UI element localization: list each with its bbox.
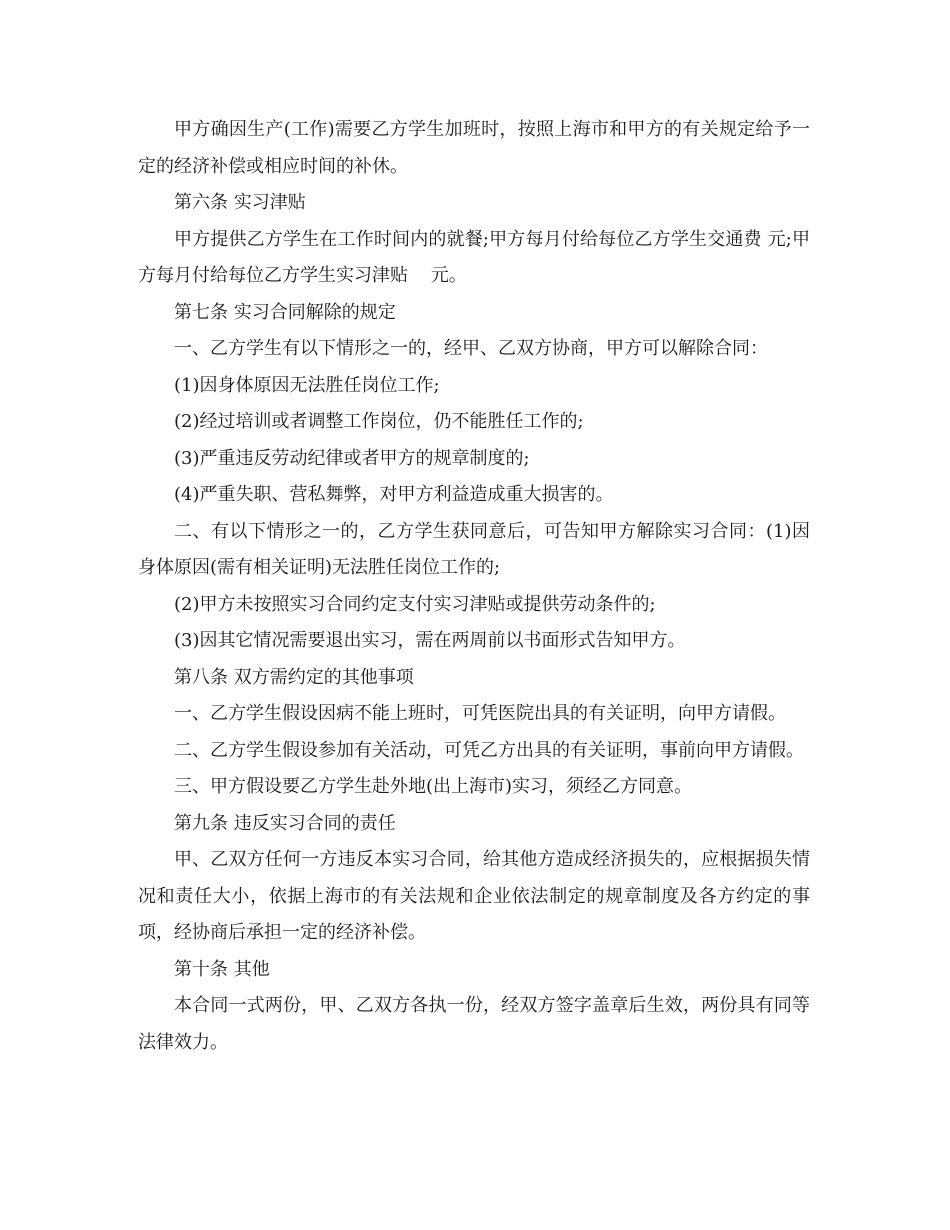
list-item: (1)因身体原因无法胜任岗位工作;: [174, 374, 440, 396]
paragraph-activity-leave: 二、乙方学生假设参加有关活动，可凭乙方出具的有关证明，事前向甲方请假。: [174, 739, 804, 761]
paragraph-sick-leave: 一、乙方学生假设因病不能上班时，可凭医院出具的有关证明，向甲方请假。: [174, 703, 786, 724]
document-body: [138, 112, 810, 1061]
article-6-heading: 第六条 实习津贴: [174, 192, 306, 213]
paragraph-overtime-compensation: 甲方确因生产(工作)需要乙方学生加班时，按照上海市和甲方的有关规定给予一定的经济补偿或相应时间的补休。: [138, 119, 810, 177]
article-8-heading: 第八条 双方需约定的其他事项: [174, 666, 414, 688]
list-item: (3)因其它情况需要退出实习，需在两周前以书面形式告知甲方。: [174, 630, 686, 651]
list-item: (3)严重违反劳动纪律或者甲方的规章制度的;: [174, 447, 530, 469]
list-item: (2)甲方未按照实习合同约定支付实习津贴或提供劳动条件的;: [174, 593, 656, 615]
list-item: (2)经过培训或者调整工作岗位，仍不能胜任工作的;: [174, 411, 584, 432]
article-9-heading: 第九条 违反实习合同的责任: [174, 812, 396, 834]
list-item: (4)严重失职、营私舞弊，对甲方利益造成重大损害的。: [174, 484, 614, 505]
paragraph-copies-effectiveness: 本合同一式两份，甲、乙双方各执一份，经双方签字盖章后生效，两份具有同等法律效力。: [138, 995, 810, 1053]
paragraph-termination-by-party-a: 一、乙方学生有以下情形之一的，经甲、乙双方协商，甲方可以解除合同：: [174, 338, 768, 359]
article-7-heading: 第七条 实习合同解除的规定: [174, 301, 396, 323]
paragraph-termination-by-party-b: 二、有以下情形之一的，乙方学生获同意后，可告知甲方解除实习合同：(1)因身体原因(需有相关证明)无法胜任岗位工作的;: [138, 520, 810, 578]
paragraph-off-site-internship: 三、甲方假设要乙方学生赴外地(出上海市)实习，须经乙方同意。: [174, 776, 693, 797]
paragraph-breach-liability: 甲、乙双方任何一方违反本实习合同，给其他方造成经济损失的，应根据损失情况和责任大小，依据上海市的有关法规和企业依法制定的规章制度及各方约定的事项，经协商后承担一定的经济补偿。: [138, 849, 810, 943]
paragraph-allowance: 甲方提供乙方学生在工作时间内的就餐;甲方每月付给每位乙方学生交通费 元;甲方每月付给每位乙方学生实习津贴 元。: [138, 228, 810, 286]
article-10-heading: 第十条 其他: [174, 958, 270, 980]
